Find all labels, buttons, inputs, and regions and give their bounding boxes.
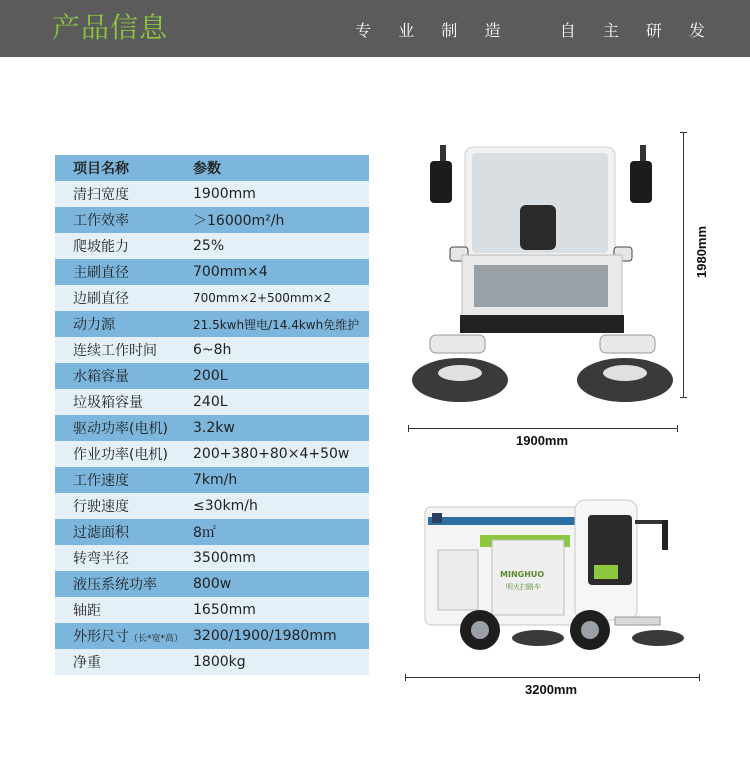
row-label: 液压系统功率 xyxy=(73,577,157,593)
table-row xyxy=(55,649,369,675)
height-dimension-line xyxy=(683,132,684,398)
width-dimension-line xyxy=(408,428,678,429)
table-row xyxy=(55,285,369,311)
spec-table xyxy=(55,155,369,675)
vehicle-brand-text: MINGHUO xyxy=(500,570,545,579)
table-row xyxy=(55,493,369,519)
row-label: 清扫宽度 xyxy=(73,187,129,203)
table-row xyxy=(55,623,369,649)
length-dimension-tick-right xyxy=(699,674,700,681)
row-label: 驱动功率(电机) xyxy=(73,421,168,437)
sweeper-side-view-image xyxy=(420,495,690,655)
length-dimension-label: 3200mm xyxy=(525,682,578,697)
row-value: 1800kg xyxy=(193,654,246,670)
table-row xyxy=(55,363,369,389)
table-row xyxy=(55,337,369,363)
row-value: 3500mm xyxy=(193,550,256,566)
row-value: 25% xyxy=(193,238,225,254)
row-label: 轴距 xyxy=(73,603,101,619)
width-dimension-label: 1900mm xyxy=(516,433,569,448)
row-label: 作业功率(电机) xyxy=(73,447,168,463)
row-value: 21.5kwh锂电/14.4kwh免维护 xyxy=(193,317,360,332)
row-value: 3.2kw xyxy=(193,420,235,436)
width-dimension-tick-left xyxy=(408,425,409,432)
row-label xyxy=(55,626,193,646)
table-row xyxy=(55,519,369,545)
page-title: 产品信息 xyxy=(52,11,169,44)
length-dimension-tick-left xyxy=(405,674,406,681)
row-label-text: 外形尺寸 xyxy=(73,629,129,645)
vehicle-brand-sub: 明火扫路车 xyxy=(506,583,541,591)
row-value: ≤30km/h xyxy=(193,498,258,514)
row-value: 240L xyxy=(193,394,228,410)
row-label: 水箱容量 xyxy=(73,369,129,385)
row-value: 8㎡ xyxy=(193,525,216,541)
height-dimension-tick-bottom xyxy=(680,397,687,398)
row-label: 工作效率 xyxy=(73,213,129,229)
row-value: 700mm×2+500mm×2 xyxy=(193,291,331,305)
column-header-param: 参数 xyxy=(193,161,221,177)
row-label: 转弯半径 xyxy=(73,551,129,567)
sweeper-front-view-image xyxy=(410,135,680,410)
length-dimension-line xyxy=(405,677,700,678)
row-value: 200+380+80×4+50w xyxy=(193,446,350,462)
table-row xyxy=(55,441,369,467)
row-label-note: （长*宽*高） xyxy=(129,634,184,644)
table-row xyxy=(55,545,369,571)
row-label: 工作速度 xyxy=(73,473,129,489)
row-label: 主刷直径 xyxy=(73,265,129,281)
row-value: 1650mm xyxy=(193,602,256,618)
row-label: 爬坡能力 xyxy=(73,239,129,255)
table-row xyxy=(55,259,369,285)
row-label: 连续工作时间 xyxy=(73,343,157,359)
table-row xyxy=(55,571,369,597)
row-value: 800w xyxy=(193,576,232,592)
table-row xyxy=(55,207,369,233)
table-row xyxy=(55,597,369,623)
header-slogan: 专 业 制 造 自 主 研 发 xyxy=(355,21,716,40)
header-bar xyxy=(0,0,750,57)
table-row xyxy=(55,181,369,207)
height-dimension-tick-top xyxy=(680,132,687,133)
height-dimension-label: 1980mm xyxy=(694,225,709,278)
row-label: 垃圾箱容量 xyxy=(73,395,143,411)
row-value: 7km/h xyxy=(193,472,238,488)
row-value: ＞16000m²/h xyxy=(193,213,285,229)
row-label: 过滤面积 xyxy=(73,525,129,541)
row-label: 边刷直径 xyxy=(73,291,129,307)
row-value: 1900mm xyxy=(193,186,256,202)
row-label: 净重 xyxy=(73,655,101,671)
table-row xyxy=(55,467,369,493)
table-row xyxy=(55,415,369,441)
row-label: 行驶速度 xyxy=(73,499,129,515)
row-label: 动力源 xyxy=(73,317,115,333)
width-dimension-tick-right xyxy=(677,425,678,432)
table-header-row xyxy=(55,155,369,181)
table-row xyxy=(55,389,369,415)
row-value: 700mm×4 xyxy=(193,264,268,280)
row-value: 3200/1900/1980mm xyxy=(193,628,337,644)
table-row xyxy=(55,311,369,337)
table-row xyxy=(55,233,369,259)
row-value: 200L xyxy=(193,368,228,384)
column-header-item: 项目名称 xyxy=(73,161,129,177)
row-value: 6~8h xyxy=(193,342,232,358)
